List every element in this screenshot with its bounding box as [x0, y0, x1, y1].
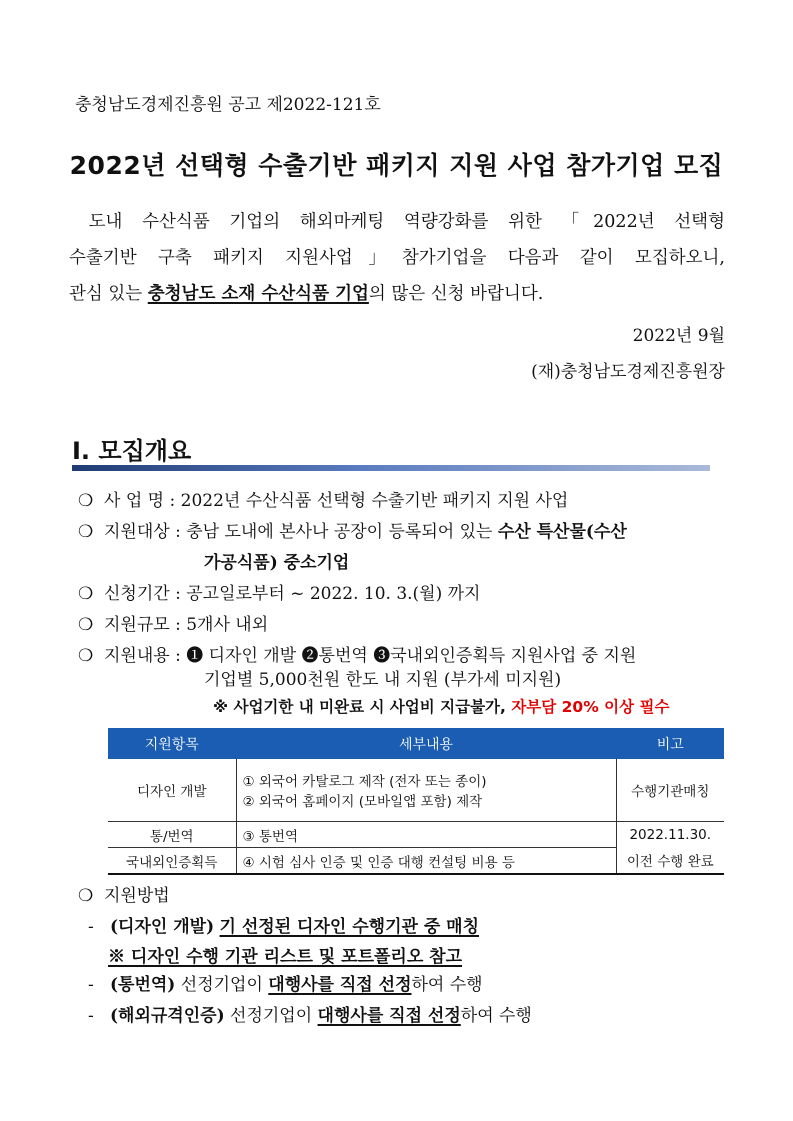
bullet-icon: ❍ [78, 646, 94, 666]
table-header-remark: 비고 [616, 729, 724, 759]
notice-date: 2022년 9월 [632, 326, 725, 346]
method-design-note: ※ 디자인 수행 기관 리스트 및 포트폴리오 참고 [108, 947, 463, 967]
table-cell-remark: 2022.11.30. [616, 822, 724, 848]
bullet-icon: ❍ [78, 522, 94, 542]
page-title: 2022년 선택형 수출기반 패키지 지원 사업 참가기업 모집 [69, 151, 724, 180]
intro-line-3: 관심 있는 충청남도 소재 수산식품 기업의 많은 신청 바랍니다. [69, 284, 544, 304]
item-target: ❍ 지원대상 : 충남 도내에 본사나 공장이 등록되어 있는 수산 특산물(수산 [78, 522, 627, 542]
notice-number: 충청남도경제진흥원 공고 제2022-121호 [75, 95, 381, 115]
table-cell-detail: ④ 시험 심사 인증 및 인증 대행 컨설팅 비용 등 [236, 848, 616, 875]
item-method: ❍ 지원방법 [78, 886, 170, 906]
item-content-cont: 기업별 5,000천원 한도 내 지원 (부가세 미지원) [204, 670, 562, 690]
table-cell-item: 국내외인증획득 [108, 848, 236, 875]
table-cell-remark: 수행기관매칭 [616, 759, 724, 822]
item-business-name: ❍ 사 업 명 : 2022년 수산식품 선택형 수출기반 패키지 지원 사업 [78, 491, 569, 511]
intro-paragraph [69, 204, 725, 312]
table-cell-item: 디자인 개발 [108, 759, 236, 822]
section-divider [72, 465, 710, 471]
table-row [108, 822, 724, 848]
table-row [108, 848, 724, 875]
intro-emphasis: 충청남도 소재 수산식품 기업 [147, 284, 369, 304]
table-header-detail: 세부내용 [236, 729, 616, 759]
warning-note: ※ 사업기한 내 미완료 시 사업비 지급불가, 자부담 20% 이상 필수 [213, 698, 670, 716]
table-header-row [108, 729, 724, 759]
intro-line-1: 도내 수산식품 기업의 해외마케팅 역량강화를 위한 「2022년 선택형 [88, 212, 725, 232]
table-header-item: 지원항목 [108, 729, 236, 759]
item-content: ❍ 지원내용 : ❶ 디자인 개발 ❷통번역 ❸국내외인증획득 지원사업 중 지원 [78, 646, 637, 666]
bullet-icon: ❍ [78, 615, 94, 635]
table-cell-item: 통/번역 [108, 822, 236, 848]
warning-note-red: 자부담 20% 이상 필수 [511, 698, 670, 716]
issuer: (재)충청남도경제진흥원장 [531, 362, 725, 382]
method-certification: - (해외규격인증) 선정기업이 대행사를 직접 선정하여 수행 [88, 1006, 532, 1026]
item-scale: ❍ 지원규모 : 5개사 내외 [78, 615, 269, 635]
method-design: - (디자인 개발) 기 선정된 디자인 수행기관 중 매칭 [88, 917, 480, 937]
bullet-icon: ❍ [78, 491, 94, 511]
bullet-icon: ❍ [78, 886, 94, 906]
item-target-cont: 가공식품) 중소기업 [204, 553, 350, 573]
table-cell-detail: ① 외국어 카탈로그 제작 (전자 또는 종이) ② 외국어 홈페이지 (모바일앱 포함) 제작 [236, 759, 616, 822]
bullet-icon: ❍ [78, 584, 94, 604]
support-table [108, 728, 724, 875]
section-title: Ⅰ. 모집개요 [72, 437, 192, 465]
table-cell-detail: ③ 통번역 [236, 822, 616, 848]
item-period: ❍ 신청기간 : 공고일로부터 ~ 2022. 10. 3.(월) 까지 [78, 584, 481, 604]
table-cell-remark: 이전 수행 완료 [616, 848, 724, 875]
method-translation: - (통번역) 선정기업이 대행사를 직접 선정하여 수행 [88, 975, 483, 995]
table-row [108, 759, 724, 822]
intro-line-2: 수출기반 구축 패키지 지원사업」참가기업을 다음과 같이 모집하오니, [69, 248, 725, 268]
